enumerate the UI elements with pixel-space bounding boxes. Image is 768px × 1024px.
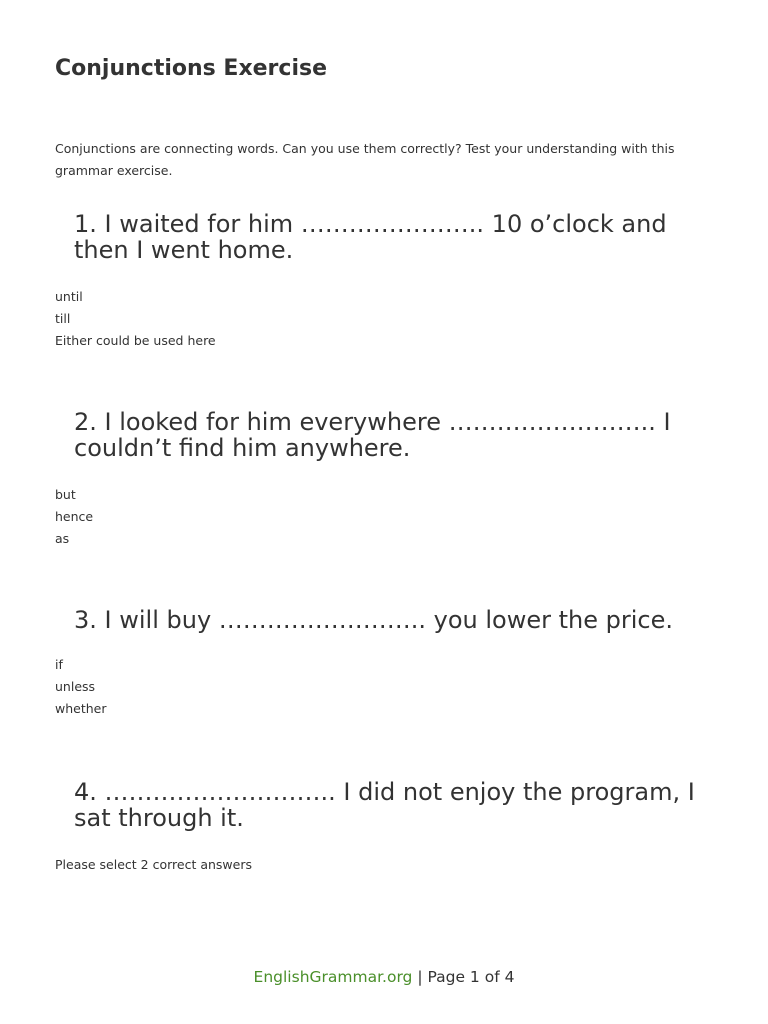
footer-separator: | [412,968,428,986]
answer-option[interactable]: till [55,311,71,326]
question-4 [55,779,715,876]
answer-option[interactable]: as [55,531,70,546]
answer-option[interactable]: but [55,487,76,502]
answer-options [55,286,715,352]
intro-text: Conjunctions are connecting words. Can you use them correctly? Test your understanding with this grammar exercise. [55,141,675,178]
page-footer [0,968,768,986]
answer-option[interactable]: if [55,657,63,672]
question-text: 4. ……………………….. I did not enjoy the program, I sat through it. [74,778,695,832]
answer-option[interactable]: whether [55,701,107,716]
answer-option[interactable]: Either could be used here [55,333,216,348]
answer-options [55,484,715,550]
question-text: 2. I looked for him everywhere …………………….. I couldn’t find him anywhere. [74,408,671,462]
answer-options [55,654,715,720]
answer-option[interactable]: until [55,289,83,304]
question-text: 1. I waited for him ………………….. 10 o’clock and then I went home. [74,210,667,264]
answer-option[interactable]: hence [55,509,94,524]
page-indicator: Page 1 of 4 [427,968,515,986]
question-text: 3. I will buy …………………….. you lower the price. [74,606,674,634]
question-2 [55,409,715,550]
question-1 [55,211,715,352]
site-link[interactable]: EnglishGrammar.org [253,968,413,986]
question-3 [55,607,715,720]
page-title: Conjunctions Exercise [55,56,328,81]
answer-option[interactable]: unless [55,679,96,694]
select-note: Please select 2 correct answers [55,857,252,872]
